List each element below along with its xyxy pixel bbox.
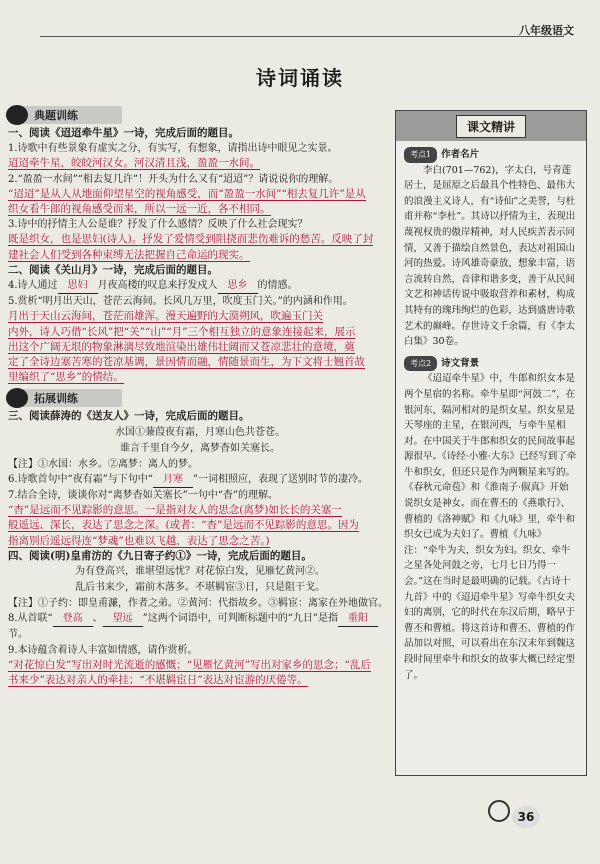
question-fragment: ”这两个词语中，可判断标题中的“九日”是指 xyxy=(142,613,338,625)
section-banner-2 xyxy=(10,389,122,407)
handwritten-answer: “迢迢”是从人从地面仰望星空的视角感受，而“盈盈一水间”“相去复几许”是从 xyxy=(8,187,366,200)
exercise-block-1 xyxy=(8,126,392,385)
question-text: 2.“盈盈一水间”“相去复几许”！开头为什么又有“迢迢”？请说说你的理解。 xyxy=(8,173,339,185)
handwritten-answer: 里编织了“思乡”的情结。 xyxy=(8,371,124,384)
background-text: 《迢迢牵牛星》中，牛郎和织女本是两个星宿的名称。牵牛星即“河鼓二”，在银河东，隔河相对的是织女星。织女星是天琴座的主星，在银河西，与牵牛星相对。在中国关于牛郎和织女的民间故事起源很早。《诗经·小雅·大东》已经写到了牵牛和织女，但还只是作为两颗星来写的。《春秋元命苞》和《淮南子·俶真》开始说织女是神女。而在曹丕的《燕歌行》、曹植的《洛神赋》和《九咏》里，牵牛和织女已成为夫妇了。曹植《九咏》注：“牵牛为夫，织女为妇。织女、牵牛之星各处河鼓之旁，七月七日乃得一会。”这在当时是最明确的记载。《古诗十九首》中的《迢迢牵牛星》写牵牛织女夫妇的离别，它的时代在东汉后期，略早于曹丕和曹植。将这首诗和曹丕、曹植的作品加以对照，可以看出在东汉末年到魏这段时间里牵牛和织女的故事大概已经定型了。 xyxy=(404,373,577,681)
section-banner-1 xyxy=(10,106,122,124)
answer-line xyxy=(8,355,392,370)
question-text: 7.结合全诗，谈谈你对“离梦杳如关塞长”一句中“杳”的理解。 xyxy=(8,490,278,502)
question-fragment: 、 xyxy=(92,613,103,625)
blank-answer: 思乡 xyxy=(218,278,258,294)
answer-line xyxy=(8,518,392,533)
answer-line xyxy=(8,309,392,324)
poem-line: 水国①蒹葭夜有霜，月寒山色共苍苍。 xyxy=(115,426,285,438)
answer-line xyxy=(8,340,392,355)
question-fragment: 8.从首联“ xyxy=(8,613,53,625)
answer-line xyxy=(8,503,392,518)
handwritten-answer: 迢迢牵牛星，皎皎河汉女。河汉清且浅，盈盈一水间。 xyxy=(8,157,260,170)
question-fragment: 6.诗歌首句中“夜有霜”与下句中“ xyxy=(8,473,153,485)
question-text: 3.诗中的抒情主人公是谁？抒发了什么感情？反映了什么社会现实？ xyxy=(8,219,308,231)
fill-blank-question xyxy=(8,472,392,488)
pen-icon xyxy=(6,388,28,408)
fill-blank-question xyxy=(8,278,392,294)
page-number: 36 xyxy=(512,806,540,828)
handwritten-answer: 织女看牛郎的视角感受而来，所以一远一近，各不相同。 xyxy=(8,203,271,216)
pen-icon xyxy=(6,105,28,125)
handwritten-answer: 既是织女，也是思妇(诗人)。抒发了爱情受到阻挠而悲伤难诉的愁苦。反映了封 xyxy=(8,233,374,246)
question-text: 1.诗歌中有些景象有虚实之分，有实写，有想象，请指出诗中眼见之实景。 xyxy=(8,143,338,155)
handwritten-answer: “杳”是远而不见踪影的意思。一是指对友人的思念(离梦)如长长的关塞一 xyxy=(8,504,342,517)
handwritten-answer: 月出于天山云海间，苍茫而雄浑。漫天遍野的大漠朔风，吹遍玉门关 xyxy=(8,310,323,323)
point-1-title: 作者名片 xyxy=(441,149,480,160)
poem-line: 乱后书来少，霜前木落多。不堪羁宦③日，只是阻干戈。 xyxy=(75,582,325,594)
question-fragment: ”一词相照应，表现了送别时节的凄冷。 xyxy=(192,473,369,485)
point-1-heading xyxy=(404,147,578,163)
grade-label: 八年级语文 xyxy=(519,24,574,37)
question-heading: 二、阅读《关山月》一诗，完成后面的题目。 xyxy=(8,263,218,276)
blank-answer: 重阳 xyxy=(338,611,378,627)
handwritten-answer: 出这个广阔无垠的物象淋漓尽致地渲染出雄伟壮阔而又苍凉悲壮的意境，奠 xyxy=(8,340,355,353)
page-title: 诗词诵读 xyxy=(256,66,344,90)
decorative-swirl xyxy=(488,800,510,822)
answer-line xyxy=(8,325,392,340)
handwritten-answer: 指离别后遥远得连“梦魂”也难以飞越，表达了思念之苦。) xyxy=(8,534,270,547)
question-text: 【注】①子约：即皇甫濂，作者之弟。②黄河：代指故乡。③羁宦：离家在外地做官。 xyxy=(8,598,388,610)
author-text: 李白(701—762)，字太白，号青莲居士，是屈原之后最具个性特色、最伟大的浪漫主义诗人，有“诗仙”之美誉，与杜甫并称“李杜”。其诗以抒情为主，表现出蔑视权贵的傲岸精神，对人民疾苦表示同情，又善于描绘自然景色，表达对祖国山河的热爱。诗风雄奇豪放，想象丰富，语言流转自然，音律和谐多变，善于从民间文艺和神话传说中吸取营养和素材，构成其特有的瑰玮绚烂的色彩，达到盛唐诗歌艺术的巅峰。存世诗文千余篇，有《李太白集》30卷。 xyxy=(404,164,576,348)
sidebar-header xyxy=(396,111,586,141)
blank-answer: 登高 xyxy=(53,611,93,627)
handwritten-answer: “对花惊白发”写出对时光流逝的感慨；“见雁忆黄河”写出对家乡的思念；“乱后 xyxy=(8,658,371,671)
question-fragment: 月夜高楼的叹息来抒发戍人 xyxy=(97,280,218,292)
answer-line xyxy=(8,156,392,171)
point-2-title: 诗文背景 xyxy=(441,357,480,369)
answer-line xyxy=(8,370,392,385)
question-heading: 四、阅读(明)皇甫汸的《九日寄子约①》一诗，完成后面的题目。 xyxy=(8,549,312,562)
question-text: 【注】①水国：水乡。②离梦：离人的梦。 xyxy=(8,458,198,470)
question-text: 5.赏析“明月出天山，苍茫云海间。长风几万里，吹度玉门关。”的内涵和作用。 xyxy=(8,296,353,308)
point-1-tag: 考点1 xyxy=(404,147,437,163)
question-heading: 三、阅读薛涛的《送友人》一诗，完成后面的题目。 xyxy=(8,410,250,423)
question-fragment: 的情感。 xyxy=(257,280,298,292)
question-text: 9.本诗蕴含着诗人丰富如情感，请作赏析。 xyxy=(8,644,198,656)
point-2-heading xyxy=(404,356,578,372)
exercise-block-2 xyxy=(8,409,392,688)
question-fragment: 节。 xyxy=(8,629,28,641)
point-2-tag: 考点2 xyxy=(404,356,437,372)
blank-answer: 望远 xyxy=(103,611,143,627)
poem-line: 为有登高兴，谁堪望远忧？对花惊白发，见雁忆黄河②。 xyxy=(75,566,325,578)
fill-blank-question xyxy=(8,611,392,642)
handwritten-answer: 内外，诗人巧借“长风”把“关”“山”“月”三个相互独立的意象连接起来，展示 xyxy=(8,325,356,338)
answer-line xyxy=(8,534,392,549)
question-heading: 一、阅读《迢迢牵牛星》一诗，完成后面的题目。 xyxy=(8,127,239,139)
header-rule xyxy=(40,36,564,37)
section-title-2: 拓展训练 xyxy=(34,392,78,406)
answer-line xyxy=(8,232,392,247)
blank-answer: 月寒 xyxy=(153,472,193,488)
answer-line xyxy=(8,202,392,217)
handwritten-answer: 定了全诗边塞苦寒的苍凉基调，景因情而融，情随景而生，为下文将士翘首故 xyxy=(8,356,365,369)
poem-line: 谁言千里自今夕，离梦杳如关塞长。 xyxy=(120,442,280,454)
blank-answer: 思妇 xyxy=(58,278,98,294)
answer-line xyxy=(8,187,392,202)
handwritten-answer: 建社会人们受到各种束缚无法把握自己命运的现实。 xyxy=(8,248,250,261)
left-column xyxy=(8,104,392,688)
handwritten-answer: 般遥远、深长，表达了思念之深。(或者：“杳”是远而不见踪影的意思。因为 xyxy=(8,519,359,532)
sidebar-title: 课文精讲 xyxy=(456,115,526,138)
handwritten-answer: 书来少”表达对亲人的牵挂；“不堪羁宦日”表达对宦游的厌倦等。 xyxy=(8,674,308,687)
sidebar-panel xyxy=(395,110,587,776)
question-fragment: 4.诗人通过 xyxy=(8,280,58,292)
section-title-1: 典题训练 xyxy=(34,109,78,122)
answer-line xyxy=(8,658,392,673)
answer-line xyxy=(8,673,392,688)
answer-line xyxy=(8,248,392,263)
